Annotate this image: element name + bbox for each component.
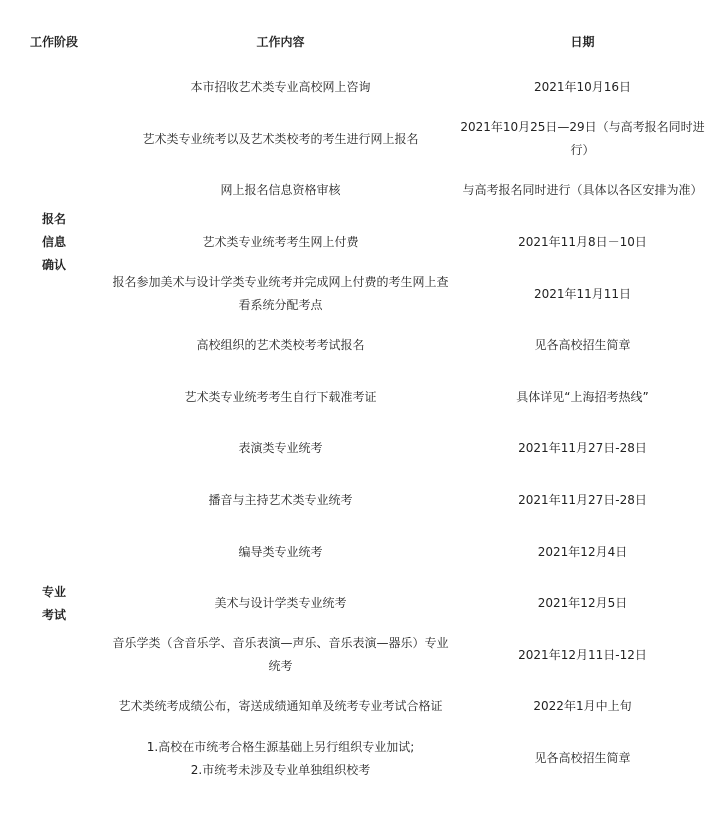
header-date: 日期 — [570, 34, 595, 49]
stage-cell-registration — [0, 62, 108, 423]
row-date: 与高考报名同时进行（具体以各区安排为准） — [462, 183, 703, 198]
row-content: 网上报名信息资格审核 — [220, 183, 341, 198]
row-content: 艺术类专业统考以及艺术类校考的考生进行网上报名 — [142, 131, 419, 146]
row-content: 艺术类统考成绩公布，寄送成绩通知单及统考专业考试合格证 — [118, 699, 443, 714]
stage-label-line: 信息 — [41, 235, 66, 250]
schedule-table — [0, 22, 712, 784]
row-date: 2021年12月4日 — [537, 544, 628, 559]
row-date: 2021年11月11日 — [533, 286, 632, 301]
row-content: 音乐学类（含音乐学、音乐表演—声乐、音乐表演—器乐）专业统考 — [112, 636, 449, 674]
row-content: 艺术类专业统考考生网上付费 — [202, 235, 359, 250]
stage-label-line: 报名 — [41, 212, 66, 227]
header-content: 工作内容 — [256, 34, 305, 49]
header-row — [0, 22, 712, 62]
row-date: 2021年12月11日-12日 — [518, 647, 647, 662]
stage-label-line: 专业 — [41, 584, 66, 599]
row-date: 2021年10月25日—29日（与高考报名同时进行） — [460, 120, 705, 158]
row-content-multiline — [108, 733, 453, 785]
row-content: 高校组织的艺术类校考考试报名 — [196, 338, 365, 353]
row-content: 美术与设计学类专业统考 — [214, 596, 347, 611]
row-date: 2021年10月16日 — [533, 80, 632, 95]
stage-cell-exam — [0, 423, 108, 784]
row-content: 艺术类专业统考考生自行下载准考证 — [184, 389, 377, 404]
row-date: 2021年11月8日－10日 — [518, 235, 647, 250]
row-content: 表演类专业统考 — [238, 441, 323, 456]
row-date: 2021年11月27日-28日 — [518, 493, 647, 508]
header-stage: 工作阶段 — [29, 34, 78, 49]
content-line: 2.市统考未涉及专业单独组织校考 — [190, 762, 371, 777]
stage-label-line: 确认 — [41, 258, 66, 273]
row-content: 报名参加美术与设计学类专业统考并完成网上付费的考生网上查看系统分配考点 — [112, 275, 449, 313]
row-content: 播音与主持艺术类专业统考 — [208, 493, 353, 508]
row-date: 见各高校招生简章 — [534, 751, 631, 766]
table-row — [0, 423, 712, 475]
row-date: 2021年12月5日 — [537, 596, 628, 611]
row-date: 2021年11月27日-28日 — [518, 441, 647, 456]
table-row — [0, 62, 712, 114]
row-date: 具体详见“上海招考热线” — [516, 389, 649, 404]
content-line: 1.高校在市统考合格生源基础上另行组织专业加试; — [146, 739, 415, 754]
row-content: 本市招收艺术类专业高校网上咨询 — [190, 80, 371, 95]
stage-label-line: 考试 — [41, 607, 66, 622]
row-date: 2022年1月中上旬 — [533, 699, 632, 714]
row-date: 见各高校招生简章 — [534, 338, 631, 353]
row-content: 编导类专业统考 — [238, 544, 323, 559]
